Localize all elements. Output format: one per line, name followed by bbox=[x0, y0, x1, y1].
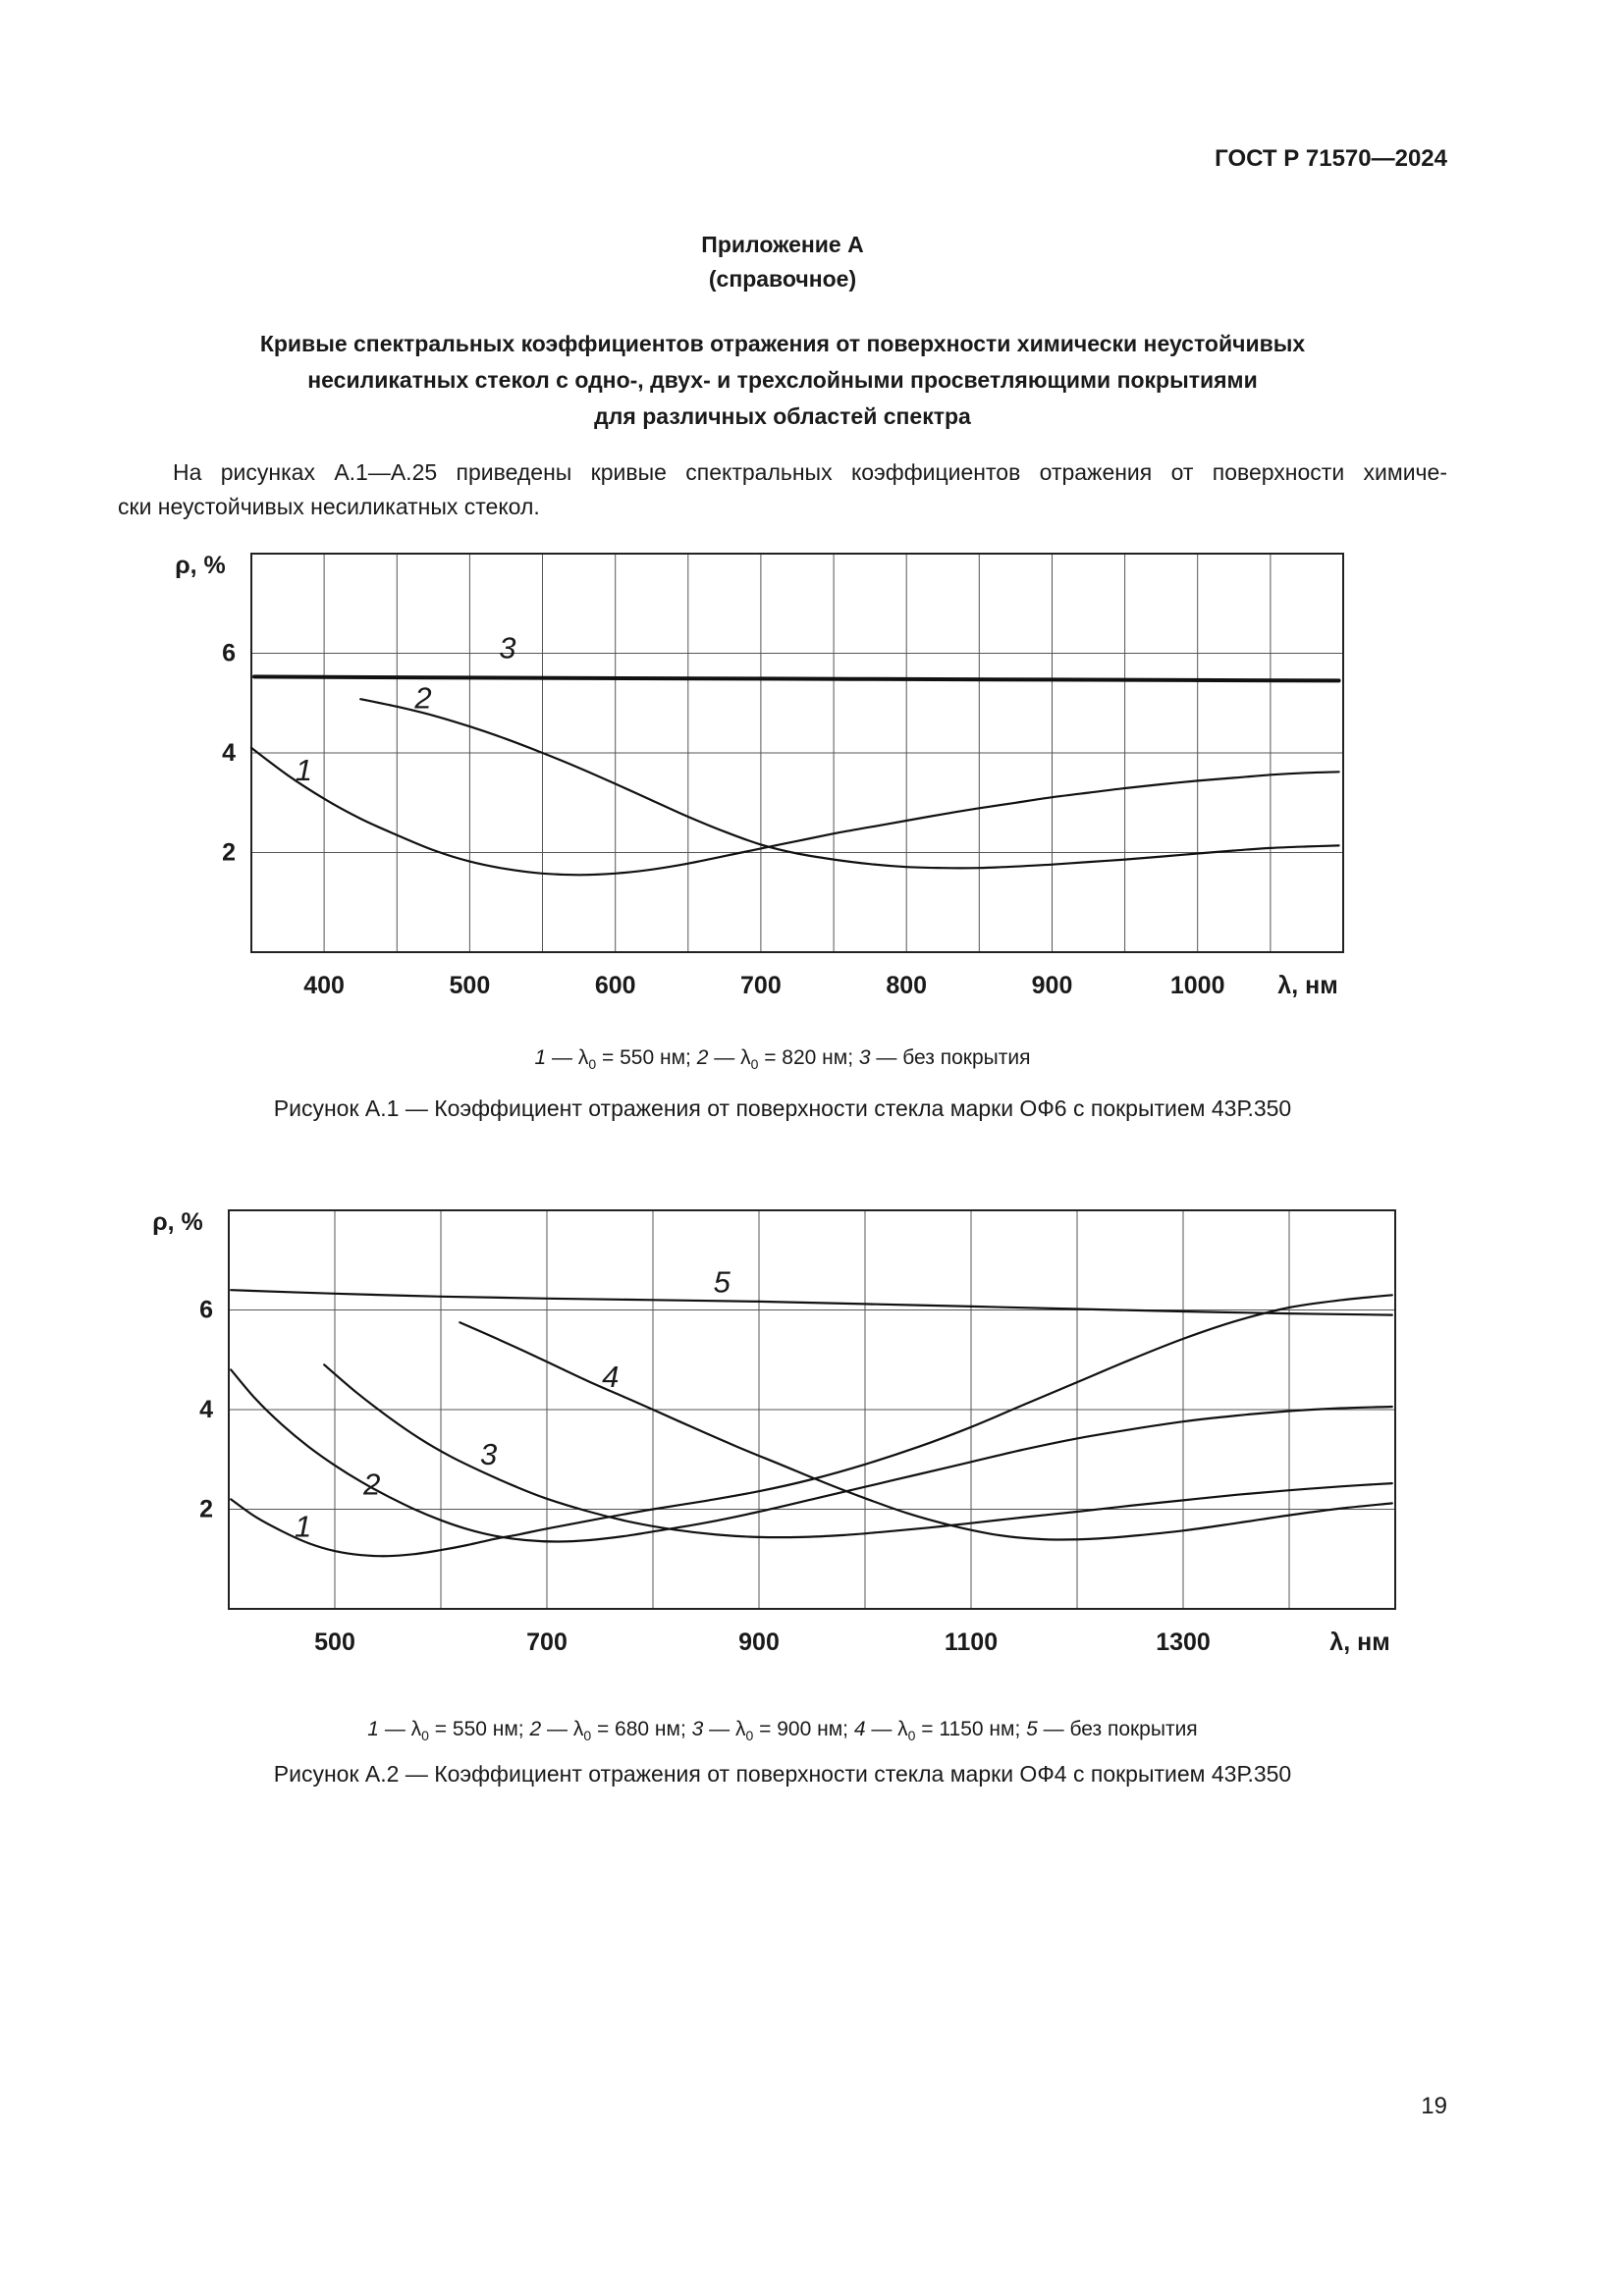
y-axis-unit-label: ρ, % bbox=[152, 1208, 203, 1236]
curve-2 bbox=[231, 1369, 1392, 1544]
y-tick-label: 6 bbox=[199, 1296, 213, 1324]
x-tick-label: 500 bbox=[314, 1629, 355, 1656]
legend-curve-number: 2 bbox=[696, 1046, 709, 1069]
x-tick-label: 900 bbox=[738, 1629, 780, 1656]
figure-a2-legend: 1 — $\lambda_0 = 550$ нм; 2 — $\lambda_0 = 680$ нм; 3 — $\lambda_0 = 900$ нм; 4 — $\lambda_0 = 1150$ нм; 5 — без покрытия bbox=[367, 1718, 1198, 1744]
legend-curve-number: 1 bbox=[534, 1046, 547, 1069]
legend-curve-number: 4 bbox=[853, 1718, 866, 1740]
intro-paragraph bbox=[118, 455, 1447, 524]
y-axis-unit-label: ρ, % bbox=[175, 552, 226, 579]
appendix-subtitle: (справочное) bbox=[708, 266, 857, 292]
x-tick-label: 1100 bbox=[944, 1629, 999, 1656]
series-label-5: 5 bbox=[713, 1264, 731, 1300]
standard-number: ГОСТ Р 71570—2024 bbox=[1215, 145, 1447, 172]
x-tick-label: 700 bbox=[526, 1629, 568, 1656]
legend-curve-number: 1 bbox=[367, 1718, 379, 1740]
intro-line: ски неустойчивых несиликатных стекол. bbox=[118, 494, 540, 519]
series-label-1: 1 bbox=[295, 752, 313, 787]
chart-grid bbox=[251, 554, 1343, 952]
series-label-3: 3 bbox=[499, 630, 516, 666]
figure-a1-legend: 1 — $\lambda_0 = 550$ нм; 2 — $\lambda_0 = 820$ нм; 3 — без покрытия bbox=[534, 1046, 1031, 1073]
x-tick-label: 500 bbox=[449, 972, 491, 999]
figure-a2-chart bbox=[131, 1191, 1454, 1706]
figure-a1-chart bbox=[153, 534, 1402, 1049]
curve-5 bbox=[231, 1290, 1392, 1314]
page-number: 19 bbox=[1421, 2093, 1447, 2119]
figure-a2-caption: Рисунок А.2 — Коэффициент отражения от поверхности стекла марки ОФ4 с покрытием 43Р.350 bbox=[273, 1761, 1292, 1787]
x-tick-label: 600 bbox=[594, 972, 636, 999]
legend-curve-number: 3 bbox=[858, 1046, 871, 1069]
figure-a1-caption: Рисунок А.1 — Коэффициент отражения от поверхности стекла марки ОФ6 с покрытием 43Р.350 bbox=[273, 1095, 1292, 1121]
y-tick-label: 4 bbox=[199, 1396, 213, 1423]
curve-4 bbox=[460, 1322, 1391, 1539]
legend-curve-number: 2 bbox=[529, 1718, 542, 1740]
x-tick-label: 700 bbox=[740, 972, 782, 999]
series-label-3: 3 bbox=[479, 1436, 498, 1471]
x-axis-unit-label: λ, нм bbox=[1329, 1629, 1390, 1656]
legend-curve-number: 3 bbox=[691, 1718, 704, 1740]
y-tick-label: 6 bbox=[222, 639, 236, 667]
y-tick-label: 2 bbox=[222, 838, 236, 867]
intro-line: На рисунках А.1—А.25 приведены кривые спектральных коэффициентов отражения от поверхности химиче- bbox=[173, 459, 1447, 485]
y-tick-label: 2 bbox=[199, 1495, 213, 1523]
spectral-chart-a1 bbox=[153, 534, 1402, 1044]
spectral-chart-a2 bbox=[131, 1191, 1454, 1701]
heading-line: Кривые спектральных коэффициентов отражения от поверхности химически неустойчивых bbox=[259, 331, 1306, 356]
x-axis-unit-label: λ, нм bbox=[1277, 972, 1338, 999]
appendix-title: Приложение А bbox=[701, 232, 864, 257]
chart-curves bbox=[231, 1290, 1392, 1556]
series-label-1: 1 bbox=[294, 1509, 312, 1544]
heading-line: для различных областей спектра bbox=[594, 403, 971, 429]
x-tick-label: 1300 bbox=[1156, 1629, 1211, 1656]
legend-curve-number: 5 bbox=[1026, 1718, 1038, 1740]
x-tick-label: 400 bbox=[303, 972, 345, 999]
x-tick-label: 900 bbox=[1031, 972, 1073, 999]
y-tick-label: 4 bbox=[222, 739, 236, 767]
x-tick-label: 800 bbox=[886, 972, 928, 999]
chart-grid bbox=[229, 1210, 1395, 1609]
curve-1 bbox=[231, 1295, 1392, 1556]
curve-2 bbox=[360, 699, 1338, 868]
series-label-2: 2 bbox=[414, 680, 432, 716]
series-label-2: 2 bbox=[363, 1467, 381, 1502]
x-tick-label: 1000 bbox=[1169, 972, 1225, 999]
section-heading bbox=[118, 326, 1447, 435]
series-label-4: 4 bbox=[602, 1360, 620, 1395]
heading-line: несиликатных стекол с одно-, двух- и трехслойными просветляющими покрытиями bbox=[307, 367, 1258, 393]
